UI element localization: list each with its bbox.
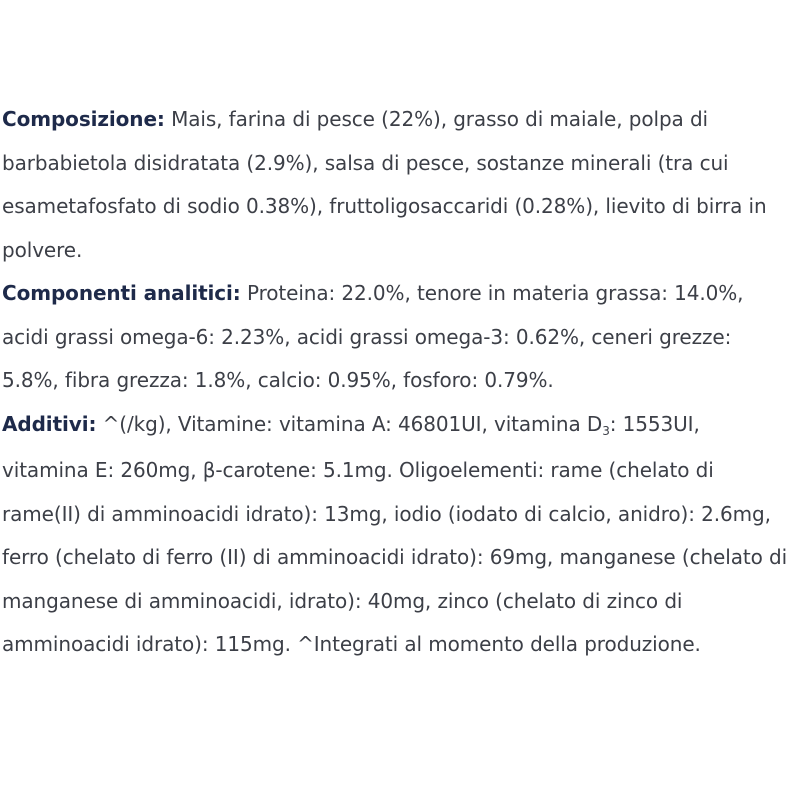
additives-text-start: ^(/kg), Vitamine: vitamina A: 46801UI, vitamina D xyxy=(102,411,603,436)
composition-text: Mais, farina di pesce (22%), grasso di maiale, polpa di barbabietola disidratata (2.9%), salsa di pesce, sostanze minerali (tra cui esametafosfato di sodio 0.38%), fruttoligosaccaridi (0.28%), lievito di birra in polvere. xyxy=(2,107,767,262)
ingredients-panel xyxy=(2,98,790,667)
additives-text-rest: : 1553UI, vitamina E: 260mg, β-carotene: 5.1mg. Oligoelementi: rame (chelato di rame(II) di amminoacidi idrato): 13mg, iodio (iodato di calcio, anidro): 2.6mg, ferro (chelato di ferro (II) di amminoacidi idrato): 69mg, manganese (chelato di manganese di amminoacidi, idrato): 40mg, zinco (chelato di zinco di amminoacidi idrato): 115mg. ^Integrati al momento della produzione. xyxy=(2,411,788,656)
vitamin-d-subscript: 3 xyxy=(602,423,610,438)
composition-label: Composizione: xyxy=(2,107,165,131)
composition-paragraph xyxy=(2,98,790,272)
additives-paragraph xyxy=(2,403,790,667)
analytical-components-label: Componenti analitici: xyxy=(2,281,241,305)
additives-label: Additivi: xyxy=(2,411,97,436)
analytical-components-paragraph xyxy=(2,272,790,403)
analytical-components-text: Proteina: 22.0%, tenore in materia grassa: 14.0%, acidi grassi omega-6: 2.23%, acidi grassi omega-3: 0.62%, ceneri grezze: 5.8%, fibra grezza: 1.8%, calcio: 0.95%, fosforo: 0.79%. xyxy=(2,281,744,392)
